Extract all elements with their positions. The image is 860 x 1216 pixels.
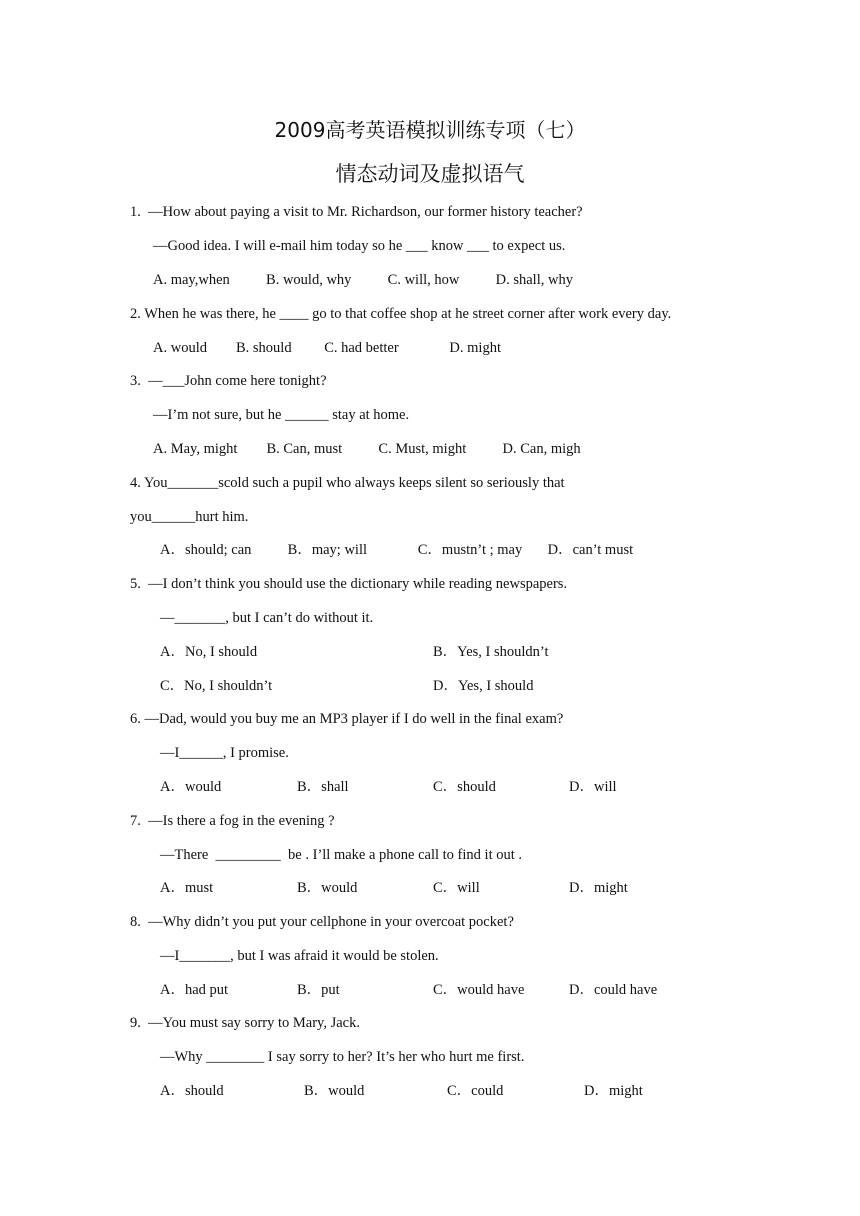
question-7-stem: 7. —Is there a fog in the evening ? (130, 813, 335, 829)
question-2-options: A. would B. should C. had better D. might (153, 340, 501, 356)
question-9-stem: 9. —You must say sorry to Mary, Jack. (130, 1015, 360, 1031)
question-6-stem: 6. —Dad, would you buy me an MP3 player if I do well in the final exam? (130, 711, 564, 727)
question-9-option-a: A．should (160, 1083, 224, 1099)
question-7-option-a: A．must (160, 880, 214, 896)
question-8-option-c: C．would have (433, 982, 525, 998)
question-9-option-d: D．might (584, 1083, 643, 1099)
question-4-stem: 4. You_______scold such a pupil who always keeps silent so seriously that (130, 475, 565, 491)
question-5-option-a: A．No, I should (160, 644, 258, 660)
question-8-option-a: A．had put (160, 982, 229, 998)
question-1-stem: 1. —How about paying a visit to Mr. Richardson, our former history teacher? (130, 204, 583, 220)
question-6-option-d: D．will (569, 779, 617, 795)
question-7-reply: —There _________ be . I’ll make a phone call to find it out . (160, 847, 523, 863)
question-1-reply: —Good idea. I will e-mail him today so he ___ know ___ to expect us. (153, 238, 566, 254)
question-8-reply: —I_______, but I was afraid it would be stolen. (160, 948, 439, 964)
question-6-option-b: B．shall (297, 779, 349, 795)
document-title: 2009高考英语模拟训练专项（七） (274, 118, 586, 142)
question-5-stem: 5. —I don’t think you should use the dictionary while reading newspapers. (130, 576, 568, 592)
question-7-option-b: B．would (297, 880, 358, 896)
document-subtitle: 情态动词及虚拟语气 (335, 162, 525, 186)
question-2-stem: 2. When he was there, he ____ go to that coffee shop at he street corner after work every day. (130, 306, 672, 322)
question-6-option-c: C．should (433, 779, 496, 795)
question-3-reply: —I’m not sure, but he ______ stay at home. (153, 407, 410, 423)
question-4-options: A．should; can B．may; will C．mustn’t ; may D．can’t must (160, 542, 634, 558)
question-5-option-b: B．Yes, I shouldn’t (433, 644, 549, 660)
question-6-option-a: A．would (160, 779, 222, 795)
question-5-option-c: C．No, I shouldn’t (160, 678, 273, 694)
question-8-option-d: D．could have (569, 982, 658, 998)
question-3-options: A. May, might B. Can, must C. Must, might D. Can, migh (153, 441, 581, 457)
question-6-reply: —I______, I promise. (160, 745, 289, 761)
question-4-stem-continued: you______hurt him. (130, 509, 249, 525)
question-8-option-b: B．put (297, 982, 340, 998)
question-5-reply: —_______, but I can’t do without it. (160, 610, 374, 626)
question-7-option-d: D．might (569, 880, 628, 896)
question-9-option-b: B．would (304, 1083, 365, 1099)
question-7-option-c: C．will (433, 880, 480, 896)
question-3-stem: 3. —___John come here tonight? (130, 373, 327, 389)
question-1-options: A. may,when B. would, why C. will, how D. shall, why (153, 272, 573, 288)
question-5-option-d: D．Yes, I should (433, 678, 534, 694)
question-8-stem: 8. —Why didn’t you put your cellphone in your overcoat pocket? (130, 914, 514, 930)
question-9-option-c: C．could (447, 1083, 504, 1099)
question-9-reply: —Why ________ I say sorry to her? It’s her who hurt me first. (160, 1049, 525, 1065)
